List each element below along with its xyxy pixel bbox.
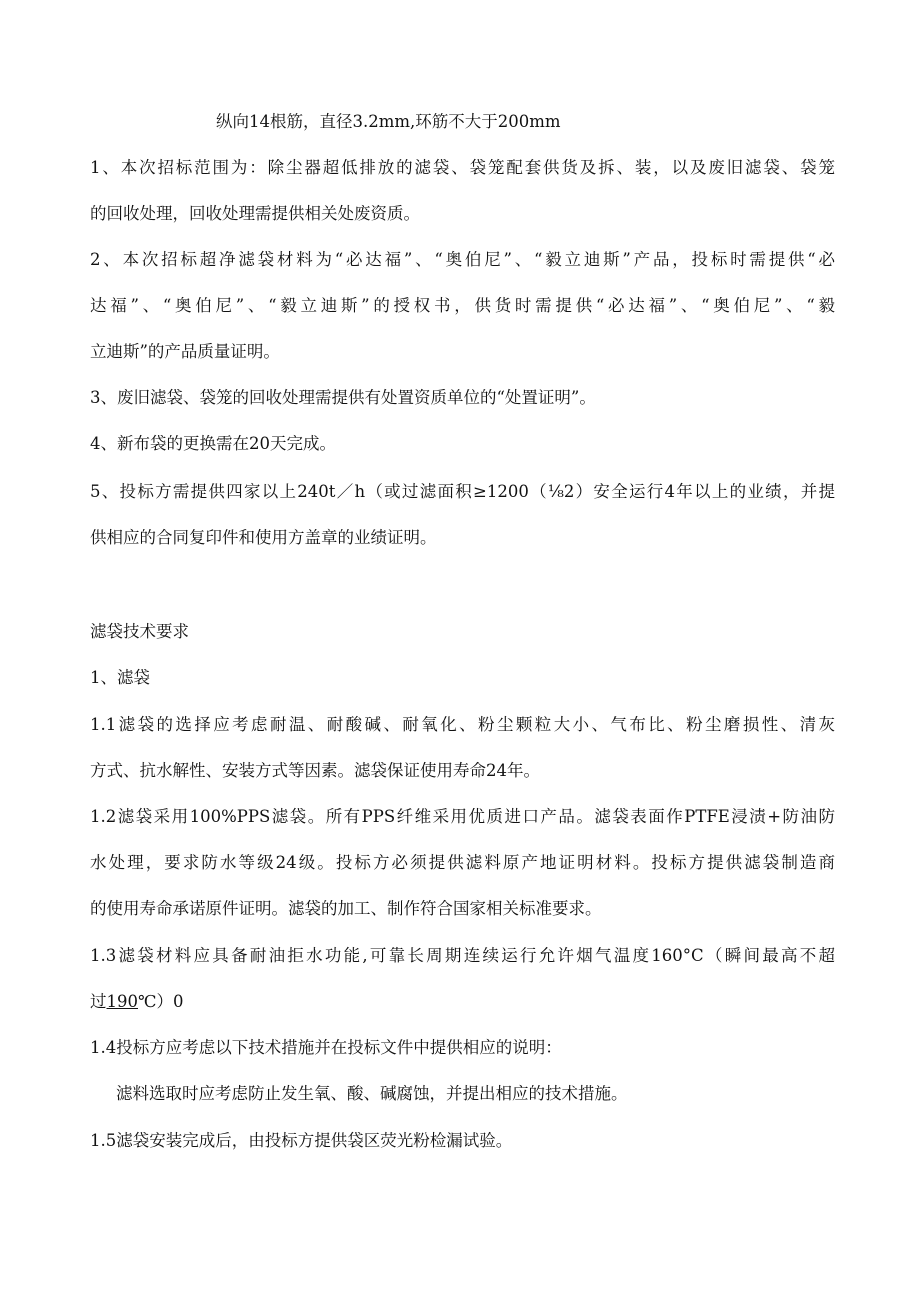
para-1-3-underlined-temp: 190	[106, 992, 138, 1011]
para-1-2-line-3: 的使用寿命承诺原件证明。滤袋的加工、制作符合国家相关标准要求。	[90, 899, 602, 918]
para-1-1-line-2: 方式、抗水解性、安装方式等因素。滤袋保证使用寿命24年。	[90, 761, 540, 780]
item-1-line-1: 1、本次招标范围为：除尘器超低排放的滤袋、袋笼配套供货及拆、装，以及废旧滤袋、袋笼	[90, 158, 835, 177]
item-5-line-1: 5、投标方需提供四家以上240t／h（或过滤面积≥1200（⅛2）安全运行4年以上的业绩，并提	[90, 482, 835, 501]
section-title: 滤袋技术要求	[90, 622, 189, 641]
para-1-3-suffix: ℃）0	[138, 992, 184, 1011]
item-4: 4、新布袋的更换需在20天完成。	[90, 434, 336, 453]
item-2-line-3: 立迪斯”的产品质量证明。	[90, 342, 280, 361]
sub-heading-filter-bag: 1、滤袋	[90, 668, 150, 687]
rebar-spec-line: 纵向14根筋，直径3.2mm,环筋不大于200mm	[216, 112, 561, 131]
para-1-2-line-2: 水处理，要求防水等级24级。投标方必须提供滤料原产地证明材料。投标方提供滤袋制造商	[90, 853, 835, 872]
item-3: 3、废旧滤袋、袋笼的回收处理需提供有处置资质单位的“处置证明”。	[90, 388, 596, 407]
para-1-3-line-1: 1.3滤袋材料应具备耐油拒水功能,可靠长周期连续运行允许烟气温度160°C（瞬间最高不超	[90, 946, 835, 965]
para-1-4-line-1: 1.4投标方应考虑以下技术措施并在投标文件中提供相应的说明：	[90, 1038, 562, 1057]
item-1-line-2: 的回收处理，回收处理需提供相关处废资质。	[90, 204, 420, 223]
para-1-2-line-1: 1.2滤袋采用100%PPS滤袋。所有PPS纤维采用优质进口产品。滤袋表面作PTFE浸渍+防油防	[90, 807, 835, 826]
item-2-line-1: 2、本次招标超净滤袋材料为“必达福”、“奥伯尼”、“毅立迪斯”产品，投标时需提供“必	[90, 250, 835, 269]
para-1-3-prefix: 过	[90, 992, 107, 1011]
para-1-5: 1.5滤袋安装完成后，由投标方提供袋区荧光粉检漏试验。	[90, 1131, 513, 1150]
para-1-1-line-1: 1.1滤袋的选择应考虑耐温、耐酸碱、耐氧化、粉尘颗粒大小、气布比、粉尘磨损性、清灰	[90, 715, 835, 734]
item-5-line-2: 供相应的合同复印件和使用方盖章的业绩证明。	[90, 528, 437, 547]
para-1-3-line-2	[90, 992, 183, 1012]
item-2-line-2: 达福”、“奥伯尼”、“毅立迪斯”的授权书，供货时需提供“必达福”、“奥伯尼”、“毅	[90, 296, 835, 315]
para-1-4-line-2: 滤料选取时应考虑防止发生氧、酸、碱腐蚀，并提出相应的技术措施。	[116, 1084, 628, 1103]
